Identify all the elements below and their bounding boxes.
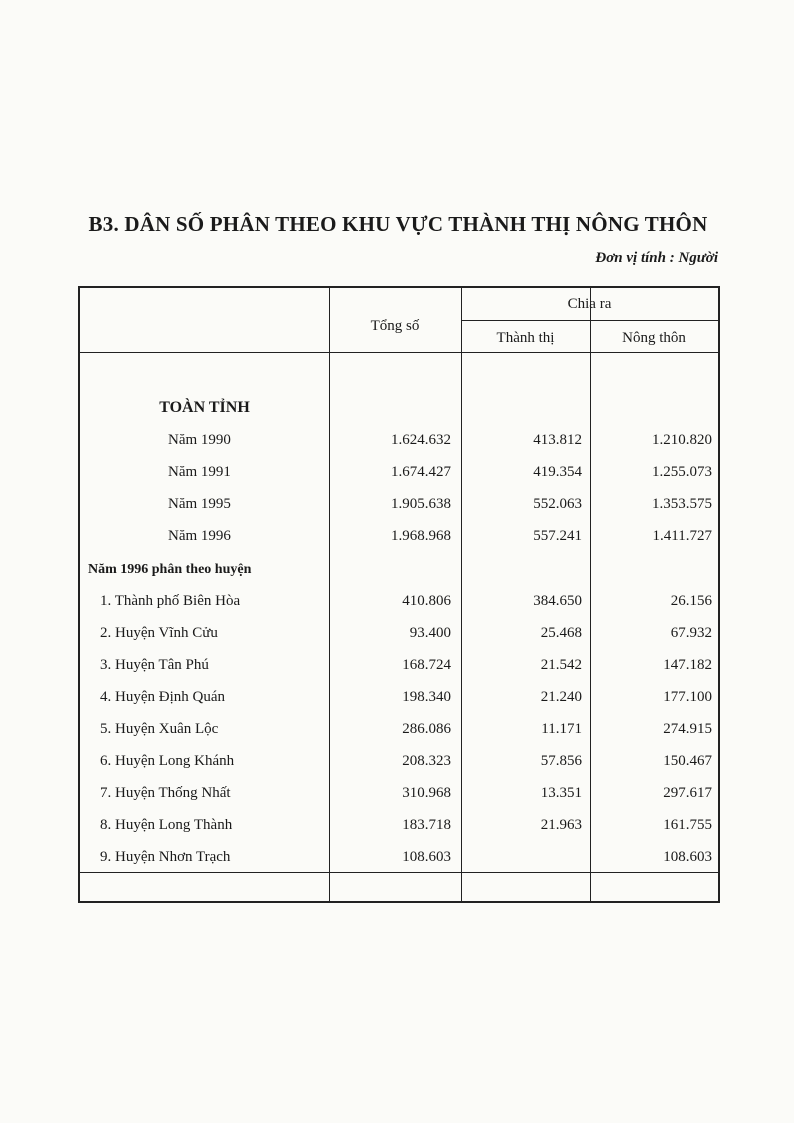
cell-urban: 21.542: [540, 657, 582, 673]
district-heading: Năm 1996 phân theo huyện: [88, 562, 252, 577]
cell-total: 286.086: [402, 721, 451, 737]
cell-total: 183.718: [402, 817, 451, 833]
cell-urban: 21.240: [540, 689, 582, 705]
cell-urban: 57.856: [540, 753, 582, 769]
table-row: [80, 651, 718, 679]
cell-total: 208.323: [402, 753, 451, 769]
row-label: 7. Huyện Thống Nhất: [100, 785, 231, 801]
row-label: Năm 1996: [168, 528, 231, 544]
row-label: Năm 1995: [168, 496, 231, 512]
footer-divider: [80, 872, 718, 873]
cell-rural: 161.755: [663, 817, 712, 833]
table-row: [80, 811, 718, 839]
cell-total: 1.905.638: [391, 496, 451, 512]
row-label: 4. Huyện Định Quán: [100, 689, 225, 705]
header-total: Tổng số: [370, 318, 420, 334]
cell-urban: 557.241: [533, 528, 582, 544]
cell-urban: 21.963: [540, 817, 582, 833]
row-label: 1. Thành phố Biên Hòa: [100, 593, 241, 609]
cell-total: 310.968: [402, 785, 451, 801]
cell-rural: 147.182: [663, 657, 712, 673]
cell-urban: 413.812: [533, 432, 582, 448]
cell-rural: 1.255.073: [652, 464, 712, 480]
table-row: [80, 587, 718, 615]
header-split: Chia ra: [567, 296, 612, 312]
cell-rural: 1.210.820: [652, 432, 712, 448]
cell-total: 93.400: [409, 625, 451, 641]
cell-urban: 13.351: [540, 785, 582, 801]
cell-urban: 11.171: [541, 721, 582, 737]
cell-total: 1.968.968: [391, 528, 451, 544]
table-row: [80, 779, 718, 807]
cell-total: 108.603: [402, 849, 451, 865]
header-divider: [80, 352, 718, 353]
table-row: [80, 843, 718, 871]
cell-rural: 1.353.575: [652, 496, 712, 512]
subheading-row: [80, 556, 718, 584]
cell-rural: 297.617: [663, 785, 712, 801]
cell-rural: 1.411.727: [652, 528, 712, 544]
table-row: [80, 426, 718, 454]
header-rural: Nông thôn: [622, 330, 686, 346]
cell-total: 168.724: [402, 657, 451, 673]
row-label: 9. Huyện Nhơn Trạch: [100, 849, 231, 865]
population-table: [78, 286, 720, 903]
cell-urban: 552.063: [533, 496, 582, 512]
cell-rural: 177.100: [663, 689, 712, 705]
table-row: [80, 747, 718, 775]
cell-urban: 384.650: [533, 593, 582, 609]
cell-total: 1.624.632: [391, 432, 451, 448]
cell-rural: 274.915: [663, 721, 712, 737]
page-title: B3. DÂN SỐ PHÂN THEO KHU VỰC THÀNH THỊ NÔNG THÔN: [88, 212, 708, 236]
table-row: [80, 490, 718, 518]
row-label: Năm 1991: [168, 464, 231, 480]
row-label: 3. Huyện Tân Phú: [100, 657, 209, 673]
row-label: Năm 1990: [168, 432, 231, 448]
section-title: TOÀN TỈNH: [159, 399, 250, 416]
cell-total: 1.674.427: [391, 464, 451, 480]
cell-rural: 150.467: [663, 753, 712, 769]
cell-rural: 67.932: [670, 625, 712, 641]
cell-urban: 25.468: [540, 625, 582, 641]
unit-label: Đơn vị tính : Người: [595, 250, 718, 266]
cell-total: 198.340: [402, 689, 451, 705]
cell-rural: 26.156: [670, 593, 712, 609]
table-row: [80, 683, 718, 711]
section-row: [80, 394, 718, 422]
header-urban: Thành thị: [496, 330, 555, 346]
table-row: [80, 522, 718, 550]
table-row: [80, 458, 718, 486]
row-label: 2. Huyện Vĩnh Cửu: [100, 625, 218, 641]
cell-total: 410.806: [402, 593, 451, 609]
row-label: 5. Huyện Xuân Lộc: [100, 721, 219, 737]
table-row: [80, 619, 718, 647]
table-row: [80, 715, 718, 743]
row-label: 6. Huyện Long Khánh: [100, 753, 235, 769]
subheader-divider: [461, 320, 718, 321]
row-label: 8. Huyện Long Thành: [100, 817, 233, 833]
cell-rural: 108.603: [663, 849, 712, 865]
cell-urban: 419.354: [533, 464, 582, 480]
